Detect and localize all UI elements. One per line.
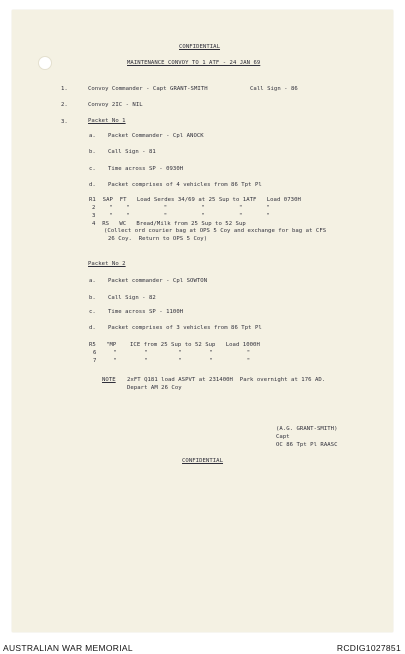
packet-2-row: 6 " " " " "	[93, 350, 251, 356]
note-label: NOTE	[102, 377, 116, 383]
packet-1-row: 26 Coy. Return to OPS 5 Coy)	[108, 236, 208, 242]
item-1-text: Convoy Commander - Capt GRANT-SMITH	[88, 86, 208, 92]
classification-bottom: CONFIDENTIAL	[182, 458, 224, 464]
packet-2-commander: Packet commander - Cpl SOWTON	[108, 278, 208, 284]
item-1-callsign: Call Sign - 86	[250, 86, 298, 92]
signature-name: (A.G. GRANT-SMITH)	[276, 426, 338, 432]
document-title: MAINTENANCE CONVOY TO 1 ATF - 24 JAN 69	[127, 60, 261, 66]
packet-2-b-label: b.	[89, 295, 96, 301]
item-2-number: 2.	[61, 102, 68, 108]
packet-2-d-label: d.	[89, 325, 96, 331]
packet-1-row: 4 RS WC Bread/Milk from 25 Sup to 52 Sup	[92, 221, 246, 227]
item-1-number: 1.	[61, 86, 68, 92]
packet-1-row: 2 " " " " " "	[92, 205, 270, 211]
note-line-1: 2xFT Q181 load ASPVT at 231400H Park overnight at 176 AD.	[127, 377, 326, 383]
packet-1-callsign: Call Sign - 81	[108, 149, 156, 155]
packet-1-c-label: c.	[89, 166, 96, 172]
punch-hole	[38, 56, 52, 70]
footer-source: AUSTRALIAN WAR MEMORIAL	[3, 643, 133, 653]
signature-rank: Capt	[276, 434, 290, 440]
packet-2-callsign: Call Sign - 82	[108, 295, 156, 301]
signature-role: OC 86 Tpt Pl RAASC	[276, 442, 338, 448]
packet-1-row: R1 SAP FT Load Serdes 34/69 at 25 Sup to 1ATF Load 0730H	[89, 197, 301, 203]
packet-2-heading: Packet No 2	[88, 261, 126, 267]
note-line-2: Depart AM 26 Coy	[127, 385, 182, 391]
item-3-number: 3.	[61, 119, 68, 125]
packet-1-row: (Collect ord courier bag at OPS 5 Coy and exchange for bag at CFS	[104, 228, 327, 234]
packet-2-vehicles: Packet comprises of 3 vehicles from 86 Tpt Pl	[108, 325, 262, 331]
classification-top: CONFIDENTIAL	[179, 44, 221, 50]
packet-1-row: 3 " " " " " "	[92, 213, 270, 219]
packet-1-time: Time across SP - 0930H	[108, 166, 184, 172]
packet-1-b-label: b.	[89, 149, 96, 155]
item-2-text: Convoy 2IC - NIL	[88, 102, 143, 108]
packet-2-c-label: c.	[89, 309, 96, 315]
packet-2-row: 7 " " " " "	[93, 358, 251, 364]
packet-1-commander: Packet Commander - Cpl ANOCK	[108, 133, 204, 139]
footer-record-id: RCDIG1027851	[336, 643, 401, 653]
packet-2-time: Time across SP - 1100H	[108, 309, 184, 315]
packet-1-heading: Packet No 1	[88, 118, 126, 124]
packet-2-row: R5 "MP ICE from 25 Sup to 52 Sup Load 1000H	[89, 342, 260, 348]
packet-1-a-label: a.	[89, 133, 96, 139]
packet-1-d-label: d.	[89, 182, 96, 188]
document-page	[12, 10, 393, 632]
packet-1-vehicles: Packet comprises of 4 vehicles from 86 Tpt Pl	[108, 182, 262, 188]
packet-2-a-label: a.	[89, 278, 96, 284]
